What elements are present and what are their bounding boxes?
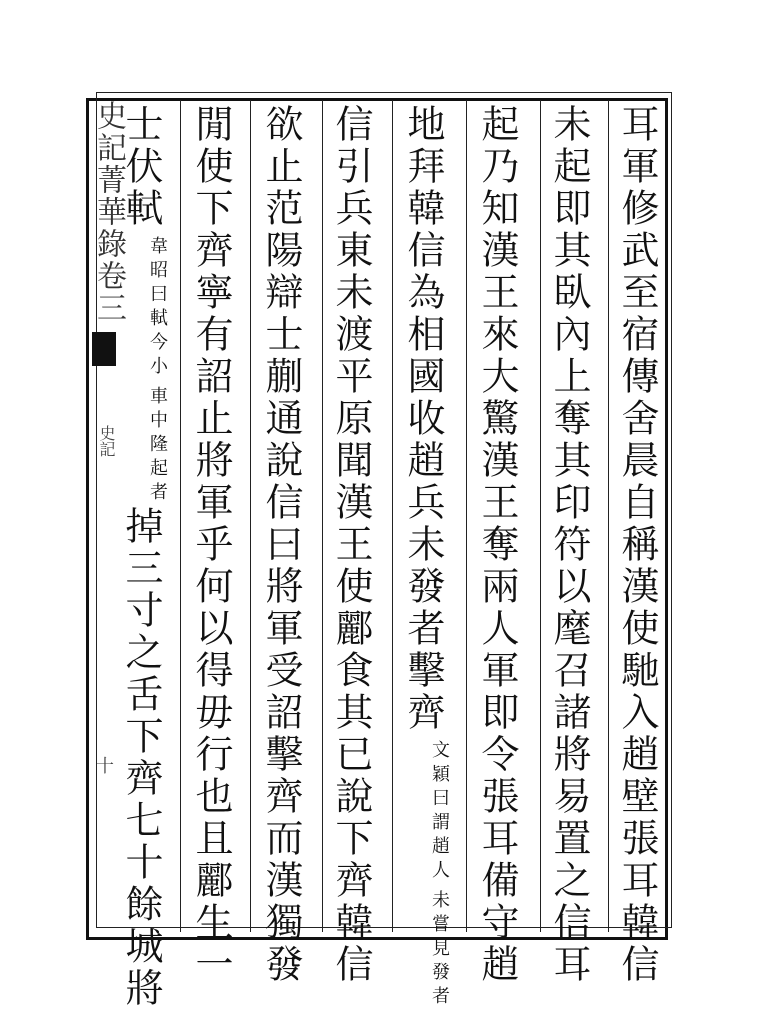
column-8-main-text: 掉三寸之舌下齊七十餘城將 (119, 506, 163, 1010)
text-column-2: 未起即其臥內上奪其印符以麾召諸將易置之信耳 (547, 104, 591, 986)
column-rule (322, 100, 323, 932)
annotation-right: 文穎曰謂趙人 (429, 740, 450, 884)
text-column-5: 信引兵東未渡平原聞漢王使酈食其已說下齊韓信 (329, 104, 373, 986)
fishtail-mark (92, 332, 116, 366)
text-column-3: 起乃知漢王來大驚漢王奪兩人軍即令張耳備守趙 (475, 104, 519, 986)
text-column-7: 閒使下齊寧有詔止將軍乎何以得毋行也且酈生一 (189, 104, 233, 986)
text-column-8 (116, 104, 168, 1010)
page-number: 十 (96, 756, 114, 777)
column-rule (608, 100, 609, 932)
annotation-left: 未嘗見發者 (429, 890, 450, 1010)
annotation-pair (398, 734, 448, 1010)
column-rule (250, 100, 251, 932)
text-column-6: 欲止范陽辯士蒯通說信曰將軍受詔擊齊而漢獨發 (259, 104, 303, 986)
column-rule (540, 100, 541, 932)
column-4-main-text: 地拜韓信為相國收趙兵未發者擊齊 (401, 104, 445, 734)
text-column-1: 耳軍修武至宿傳舍晨自稱漢使馳入趙壁張耳韓信 (615, 104, 659, 986)
spine-title: 史記菁華錄卷三 (91, 100, 126, 324)
column-8-lead-text: 士伏軾 (119, 104, 163, 230)
annotation-pair (116, 230, 166, 506)
annotation-right: 韋昭曰軾今小 (147, 236, 168, 380)
margin-section-label: 史記 (97, 425, 116, 457)
column-rule (180, 100, 181, 932)
annotation-left: 車中隆起者 (147, 386, 168, 506)
column-rule (392, 100, 393, 932)
text-column-4 (398, 104, 450, 1010)
column-rule (466, 100, 467, 932)
